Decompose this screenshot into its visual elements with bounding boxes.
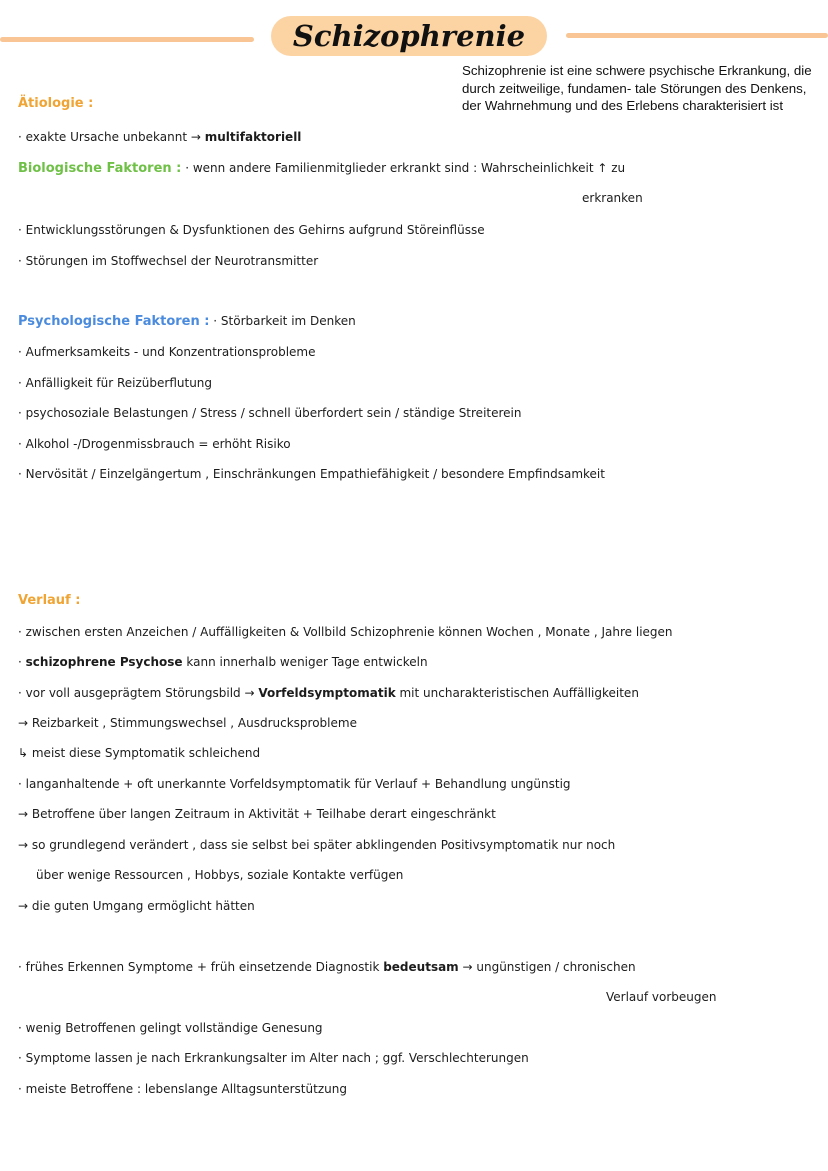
psy-line-6: · Nervösität / Einzelgängertum , Einschränkungen Empathiefähigkeit / besondere Empfindsamkeit: [18, 467, 605, 481]
verlauf-line-10: → die guten Umgang ermöglicht hätten: [18, 899, 255, 913]
aetiologie-line-1-text: · exakte Ursache unbekannt →: [18, 130, 205, 144]
definition-text: Schizophrenie ist eine schwere psychische Erkrankung, die durch zeitweilige, fundamen- tale Störungen des Denkens, der Wahrnehmung und des Erlebens charakterisiert ist: [462, 63, 812, 113]
verlauf-line-8: → so grundlegend verändert , dass sie selbst bei später abklingenden Positivsymptomatik nur noch: [18, 838, 616, 852]
psy-heading: Psychologische Faktoren :: [18, 314, 210, 329]
verlauf-heading: Verlauf :: [18, 593, 81, 608]
bio-line-2: · Entwicklungsstörungen & Dysfunktionen des Gehirns aufgrund Störeinflüsse: [18, 223, 485, 237]
verlauf-line-3-bold: Vorfeldsymptomatik: [258, 686, 396, 700]
verlauf-line-9: über wenige Ressourcen , Hobbys, soziale Kontakte verfügen: [36, 868, 404, 882]
bio-line-1-text: · wenn andere Familienmitglieder erkrankt sind : Wahrscheinlichkeit ↑ zu: [181, 161, 626, 175]
page-title: Schizophrenie: [292, 19, 526, 53]
verlauf-line-3-a: · vor voll ausgeprägtem Störungsbild →: [18, 686, 259, 700]
verlauf-line-13: · Symptome lassen je nach Erkrankungsalter im Alter nach ; ggf. Verschlechterungen: [18, 1051, 529, 1065]
bio-heading: Biologische Faktoren :: [18, 161, 182, 176]
bio-line-3: · Störungen im Stoffwechsel der Neurotransmitter: [18, 254, 319, 268]
verlauf-line-1: · zwischen ersten Anzeichen / Auffälligkeiten & Vollbild Schizophrenie können Wochen , Monate , Jahre liegen: [18, 625, 673, 639]
aetiologie-heading: Ätiologie :: [18, 96, 94, 111]
bio-line-1-cont: erkranken: [582, 191, 643, 205]
verlauf-line-5: ↳ meist diese Symptomatik schleichend: [18, 746, 261, 760]
verlauf-line-6: · langanhaltende + oft unerkannte Vorfeldsymptomatik für Verlauf + Behandlung ungünstig: [18, 777, 571, 791]
aetiologie-line-1-bold: multifaktoriell: [204, 130, 302, 144]
verlauf-line-11-bold: bedeutsam: [383, 960, 459, 974]
psy-line-5: · Alkohol -/Drogenmissbrauch = erhöht Risiko: [18, 437, 291, 451]
header-line-right: [566, 33, 828, 38]
verlauf-line-2-bold: schizophrene Psychose: [25, 655, 183, 669]
bio-line-1: [18, 160, 625, 177]
header-line-left: [0, 37, 254, 42]
verlauf-line-2-a: ·: [18, 655, 26, 669]
psy-line-4: · psychosoziale Belastungen / Stress / schnell überfordert sein / ständige Streiterein: [18, 406, 522, 420]
verlauf-line-2: [18, 654, 428, 670]
verlauf-line-2-c: kann innerhalb weniger Tage entwickeln: [182, 655, 428, 669]
psy-line-3: · Anfälligkeit für Reizüberflutung: [18, 376, 213, 390]
verlauf-line-4: → Reizbarkeit , Stimmungswechsel , Ausdrucksprobleme: [18, 716, 357, 730]
verlauf-line-11: [18, 959, 636, 975]
verlauf-line-3-c: mit uncharakteristischen Auffälligkeiten: [395, 686, 639, 700]
verlauf-line-11-cont: Verlauf vorbeugen: [606, 990, 717, 1004]
verlauf-line-7: → Betroffene über langen Zeitraum in Aktivität + Teilhabe derart eingeschränkt: [18, 807, 496, 821]
verlauf-line-11-c: → ungünstigen / chronischen: [458, 960, 636, 974]
verlauf-line-3: [18, 685, 639, 701]
verlauf-line-14: · meiste Betroffene : lebenslange Alltagsunterstützung: [18, 1082, 347, 1096]
verlauf-line-11-a: · frühes Erkennen Symptome + früh einsetzende Diagnostik: [18, 960, 384, 974]
psy-line-1-text: · Störbarkeit im Denken: [209, 314, 356, 328]
verlauf-line-12: · wenig Betroffenen gelingt vollständige Genesung: [18, 1021, 323, 1035]
psy-line-2: · Aufmerksamkeits - und Konzentrationsprobleme: [18, 345, 316, 359]
psy-line-1: [18, 313, 356, 330]
aetiologie-line-1: [18, 129, 301, 145]
